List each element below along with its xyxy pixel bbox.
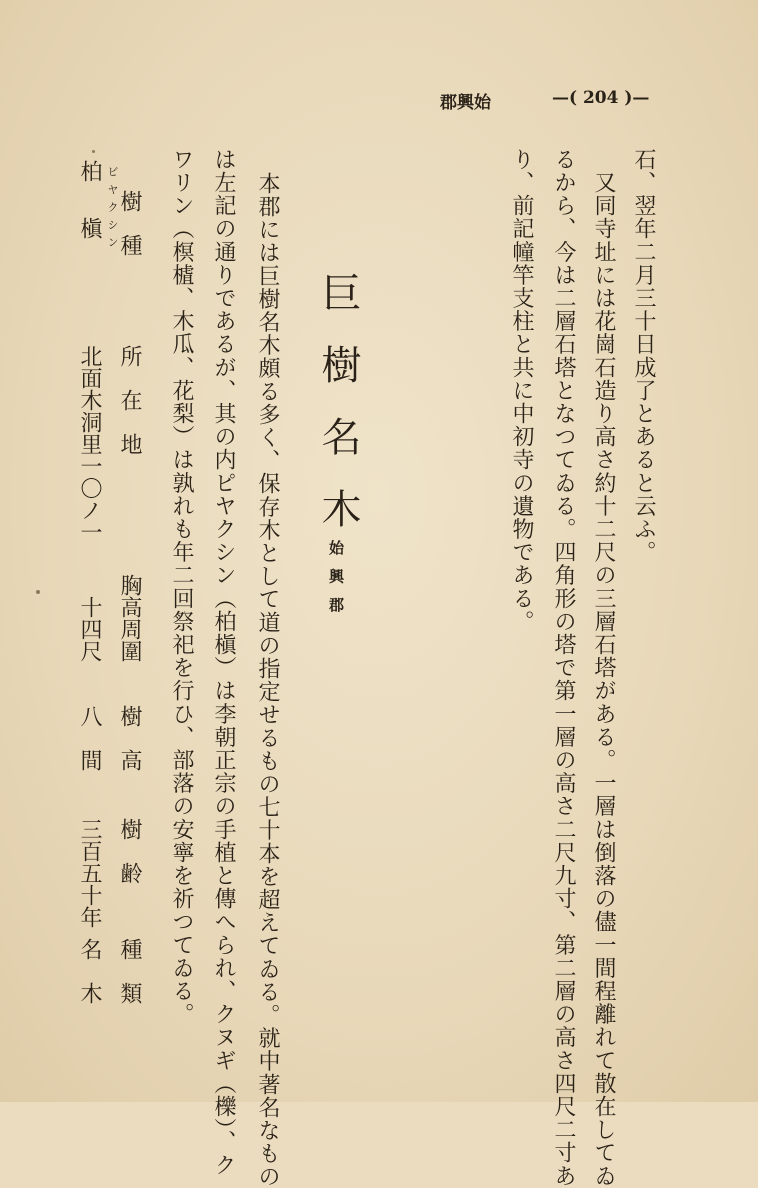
paper-speck [36, 590, 40, 594]
text-line: るから、今は二層石塔となつてゐる。四角形の塔で第一層の高さ二尺九寸、第二層の高さ四尺二寸あ [551, 148, 576, 1188]
text-line: 本郡には巨樹名木頗る多く、保存木として道の指定せるもの七十本を超えてゐる。就中著名なもの [255, 172, 280, 1188]
header-county: 郡興始 [440, 93, 491, 113]
table-cell-age: 三百五十年 [77, 818, 102, 928]
table-cell-height: 八 間 [77, 705, 102, 771]
text-line: 又同寺址には花崗石造り高さ約十二尺の三層石塔がある。一層は倒落の儘一間程離れて散在してゐ [591, 148, 616, 1188]
table-header-species: 樹 種 [117, 190, 142, 256]
table-header-age: 樹 齢 [117, 818, 142, 884]
table-cell-location: 北面木洞里一〇ノ一 [77, 345, 102, 543]
section-title: 巨樹名木 [315, 272, 361, 560]
table-header-location: 所 在 地 [117, 345, 142, 455]
table-header-kind: 種 類 [117, 938, 142, 1004]
section-subtitle: 始興郡 [327, 540, 345, 626]
table-header-girth: 胸高周圍 [117, 574, 142, 662]
text-line: ワリン（榠樝、木瓜、花梨）は孰れも年二回祭祀を行ひ、部落の安寧を祈つてゐる。 [169, 148, 194, 1026]
table-cell-kind: 名 木 [77, 938, 102, 1004]
running-header [440, 88, 660, 118]
table-cell-species: 柏槇 [77, 160, 102, 275]
table-header-height: 樹 高 [117, 705, 142, 771]
paper-speck [92, 150, 95, 153]
text-line: は左記の通りであるが、其の内ピヤクシン（柏槇）は李朝正宗の手植と傳へられ、クヌギ（櫟）、ク [211, 148, 236, 1177]
page-number: —( 204 )— [552, 88, 650, 108]
table-cell-species-reading: ビヤクシン [106, 166, 119, 254]
text-line: り、前記幢竿支柱と共に中初寺の遺物である。 [509, 148, 534, 634]
table-cell-girth: 十四尺 [77, 596, 102, 662]
text-line: 石、翌年二月三十日成了とあると云ふ。 [631, 148, 656, 564]
